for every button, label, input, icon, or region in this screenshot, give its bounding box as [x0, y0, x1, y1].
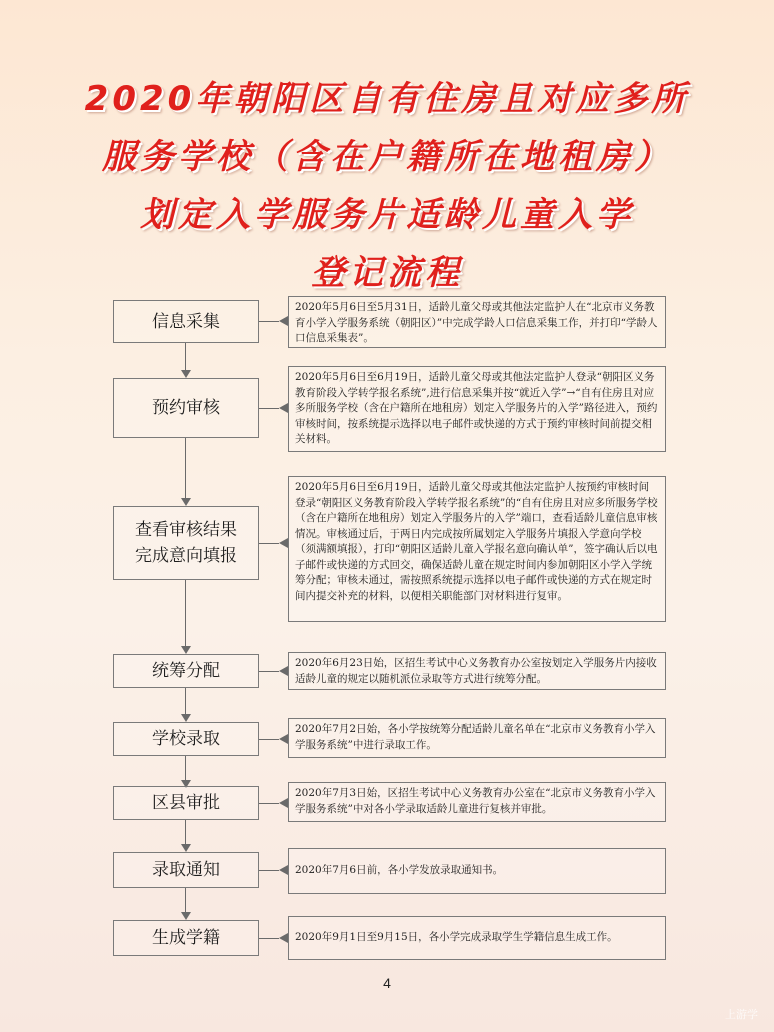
- arrow-left-icon: [279, 316, 288, 326]
- connector-step7-desc: [259, 870, 279, 871]
- arrow-down-icon: [181, 498, 191, 506]
- page-number: 4: [383, 975, 391, 991]
- step-label: 区县审批: [152, 793, 220, 813]
- connector-step1-desc: [259, 321, 279, 322]
- step-box-appointment-review: [113, 378, 259, 438]
- arrow-left-icon: [279, 865, 288, 875]
- title-line-2: 服务学校（含在户籍所在地租房）: [102, 137, 672, 177]
- step-label: 统筹分配: [152, 661, 220, 681]
- step-description-7: [288, 848, 666, 894]
- arrow-left-icon: [279, 666, 288, 676]
- step-box-district-approval: [113, 786, 259, 820]
- step-box-allocation: [113, 654, 259, 688]
- step-label-line-2: 完成意向填报: [135, 546, 237, 566]
- connector-2-3: [185, 438, 186, 498]
- step-box-info-collection: [113, 300, 259, 343]
- arrow-left-icon: [279, 933, 288, 943]
- connector-step3-desc: [259, 543, 279, 544]
- step-description-8: [288, 916, 666, 960]
- arrow-down-icon: [181, 912, 191, 920]
- step-label: 录取通知: [152, 860, 220, 880]
- arrow-down-icon: [181, 714, 191, 722]
- step-box-view-result: [113, 506, 259, 580]
- step-description-7-text: 2020年7月6日前，各小学发放录取通知书。: [295, 864, 504, 877]
- step-box-admission-notice: [113, 852, 259, 888]
- step-description-1: 2020年5月6日至5月31日，适龄儿童父母或其他法定监护人在“北京市义务教育小学入学服务系统（朝阳区）”中完成学龄人口信息采集工作，并打印“学龄人口信息采集表”。: [288, 296, 666, 348]
- connector-step5-desc: [259, 739, 279, 740]
- connector-3-4: [185, 580, 186, 646]
- connector-step6-desc: [259, 803, 279, 804]
- arrow-left-icon: [279, 538, 288, 548]
- step-description-2: 2020年5月6日至6月19日，适龄儿童父母或其他法定监护人登录“朝阳区义务教育阶段入学转学报名系统”,进行信息采集并按“就近入学”→“自有住房且对应多所服务学校（含在户籍所在地租房）划定入学服务片的入学”路径进入，预约审核时间，按系统提示选择以电子邮件或快递的方式于预约审核时间前提交相关材料。: [288, 366, 666, 452]
- title-line-4: 登记流程: [311, 253, 463, 293]
- page-title: [0, 70, 774, 302]
- connector-step4-desc: [259, 671, 279, 672]
- connector-5-6: [185, 756, 186, 780]
- arrow-down-icon: [181, 844, 191, 852]
- step-description-5: 2020年7月2日始，各小学按统筹分配适龄儿童名单在“北京市义务教育小学入学服务系统”中进行录取工作。: [288, 718, 666, 758]
- connector-step2-desc: [259, 408, 279, 409]
- connector-7-8: [185, 888, 186, 912]
- step-description-8-text: 2020年9月1日至9月15日，各小学完成录取学生学籍信息生成工作。: [295, 931, 618, 944]
- title-line-3: 划定入学服务片适龄儿童入学: [140, 195, 634, 235]
- step-box-school-admission: [113, 722, 259, 756]
- arrow-left-icon: [279, 734, 288, 744]
- connector-6-7: [185, 820, 186, 844]
- step-description-3: 2020年5月6日至6月19日，适龄儿童父母或其他法定监护人按预约审核时间登录“朝阳区义务教育阶段入学转学报名系统”的“自有住房且对应多所服务学校（含在户籍所在地租房）划定入学服务片的入学”端口，查看适龄儿童信息审核情况。审核通过后，于两日内完成按所属划定入学服务片填报入学意向学校（须满额填报），打印“朝阳区适龄儿童入学报名意向确认单”，签字确认后以电子邮件或快递的方式回交，确保适龄儿童在规定时间内参加朝阳区小学入学统筹分配；审核未通过，需按照系统提示选择以电子邮件或快递的方式在规定时间内提交补充的材料，以便相关职能部门对材料进行复审。: [288, 476, 666, 622]
- title-line-1: 2020年朝阳区自有住房且对应多所: [84, 79, 690, 119]
- step-box-student-registry: [113, 920, 259, 956]
- step-description-6: 2020年7月3日始，区招生考试中心义务教育办公室在“北京市义务教育小学入学服务系统”中对各小学录取适龄儿童进行复核并审批。: [288, 782, 666, 822]
- connector-4-5: [185, 688, 186, 714]
- arrow-down-icon: [181, 646, 191, 654]
- connector-step8-desc: [259, 938, 279, 939]
- step-label: 生成学籍: [152, 928, 220, 948]
- step-label: 学校录取: [152, 729, 220, 749]
- step-label: 预约审核: [152, 398, 220, 418]
- arrow-left-icon: [279, 798, 288, 808]
- step-description-4: 2020年6月23日始，区招生考试中心义务教育办公室按划定入学服务片内接收适龄儿童的规定以随机派位录取等方式进行统筹分配。: [288, 652, 666, 690]
- step-label-line-1: 查看审核结果: [135, 520, 237, 540]
- arrow-down-icon: [181, 370, 191, 378]
- connector-1-2: [185, 343, 186, 370]
- watermark: 上游学: [725, 1008, 758, 1021]
- step-label: 信息采集: [152, 311, 220, 332]
- arrow-left-icon: [279, 403, 288, 413]
